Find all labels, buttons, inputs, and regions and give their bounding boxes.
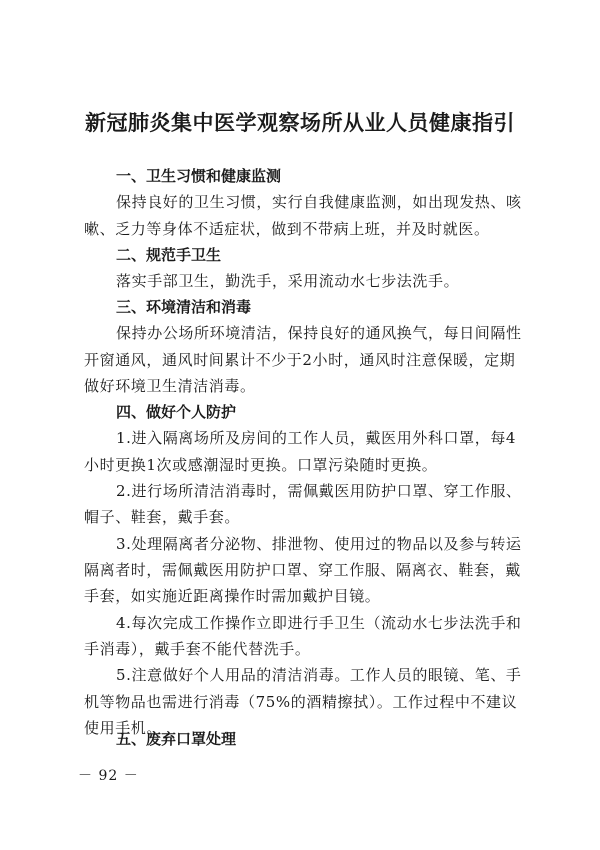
list-item-line: 5.注意做好个人用品的清洁消毒。工作人员的眼镜、笔、手 <box>116 666 522 684</box>
section-heading-hygiene: 一、卫生习惯和健康监测 <box>116 167 282 185</box>
list-item-line: 隔离者时，需佩戴医用防护口罩、穿工作服、隔离衣、鞋套，戴 <box>84 561 521 579</box>
list-item-line: 机等物品也需进行消毒（75%的酒精擦拭）。工作过程中不建议 <box>84 693 518 711</box>
list-item-line: 3.处理隔离者分泌物、排泄物、使用过的物品以及参与转运 <box>116 535 522 553</box>
page-number: － 92 － <box>78 768 139 784</box>
section-heading-environment: 三、环境清洁和消毒 <box>116 298 252 316</box>
list-item-line: 手套，如实施近距离操作时需加戴护目镜。 <box>84 587 381 605</box>
list-item-line: 1.进入隔离场所及房间的工作人员，戴医用外科口罩，每4 <box>116 429 517 447</box>
section-heading-personal-protection: 四、做好个人防护 <box>116 403 237 421</box>
list-item-line: 帽子、鞋套，戴手套。 <box>84 508 241 526</box>
list-item-line: 使用手机。 <box>84 719 163 737</box>
section-heading-mask-disposal: 五、废弃口罩处理 <box>116 730 237 748</box>
paragraph-line: 开窗通风，通风时间累计不少于2小时，通风时注意保暖，定期 <box>84 351 516 369</box>
paragraph-line: 保持办公场所环境清洁，保持良好的通风换气，每日间隔性 <box>116 324 522 342</box>
paragraph-line: 保持良好的卫生习惯，实行自我健康监测，如出现发热、咳 <box>116 193 522 211</box>
section-heading-hand-hygiene: 二、规范手卫生 <box>116 246 222 264</box>
paragraph-line: 做好环境卫生清洁消毒。 <box>84 377 256 395</box>
list-item-line: 4.每次完成工作操作立即进行手卫生（流动水七步法洗手和 <box>116 614 522 632</box>
paragraph-line: 落实手部卫生，勤洗手，采用流动水七步法洗手。 <box>116 272 460 290</box>
paragraph-line: 嗽、乏力等身体不适症状，做到不带病上班，并及时就医。 <box>84 220 490 238</box>
list-item-line: 2.进行场所清洁消毒时，需佩戴医用防护口罩、穿工作服、 <box>116 482 522 500</box>
list-item-line: 手消毒），戴手套不能代替洗手。 <box>84 640 311 658</box>
document-title: 新冠肺炎集中医学观察场所从业人员健康指引 <box>85 110 515 135</box>
list-item-line: 小时更换1次或感潮湿时更换。口罩污染随时更换。 <box>84 456 438 474</box>
